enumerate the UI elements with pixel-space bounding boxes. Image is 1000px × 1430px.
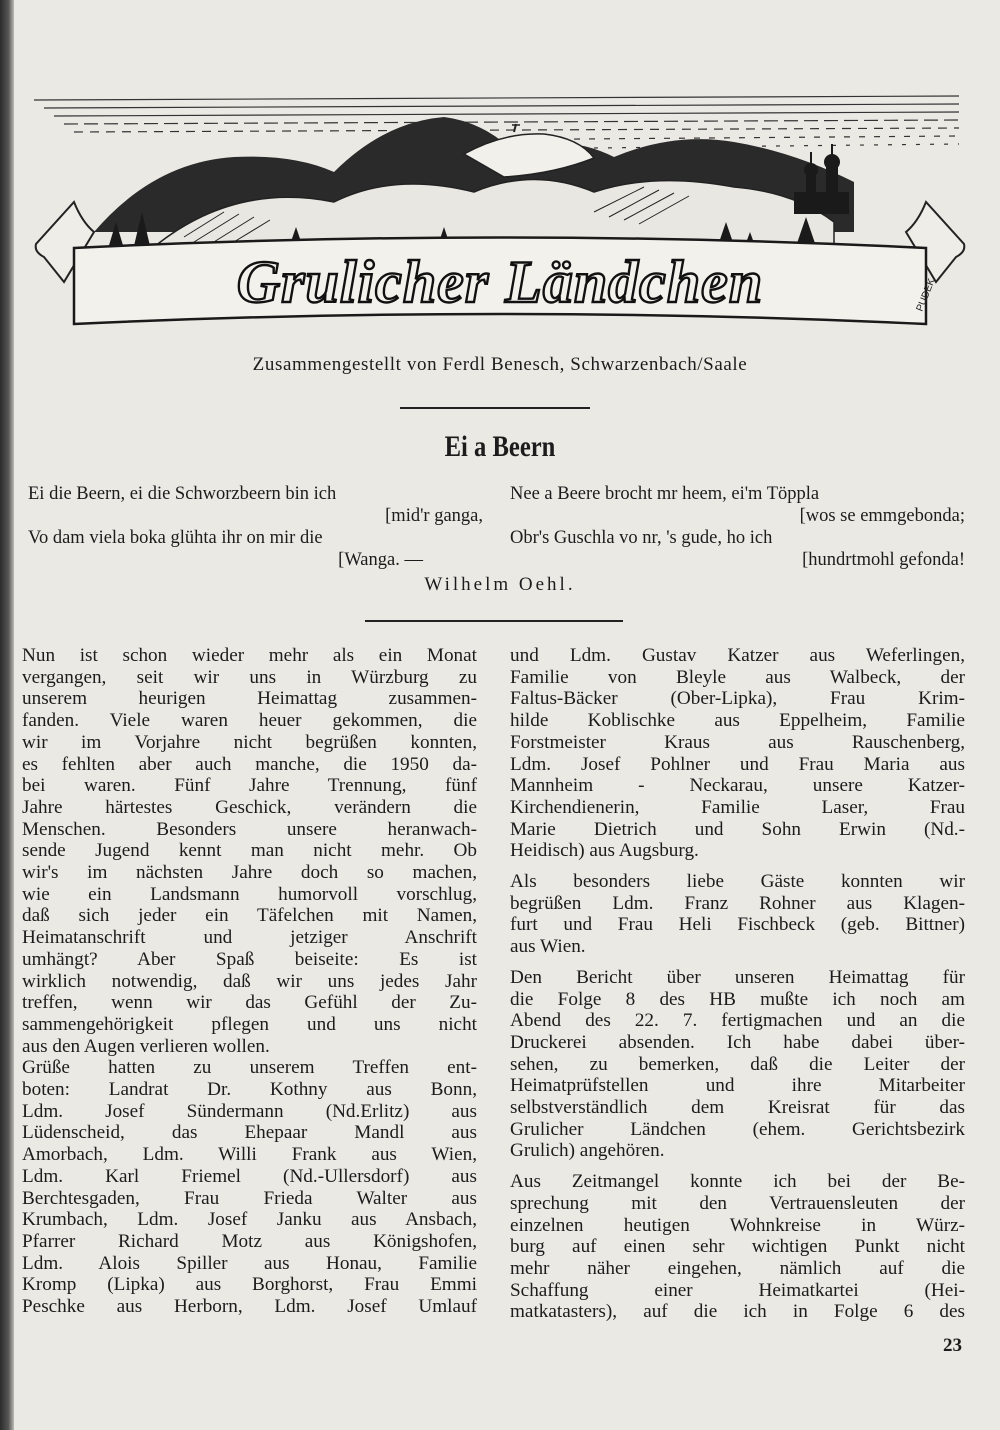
poem-title: Ei a Beern	[444, 430, 556, 463]
article-line: sende Jugend kennt man nicht mehr. Ob	[22, 840, 477, 862]
article-line: Heimatanschrift und jetziger Anschrift	[22, 927, 477, 949]
article-line: Kirchendienerin, Familie Laser, Frau	[510, 796, 965, 818]
article-line: Faltus-Bäcker (Ober-Lipka), Frau Krim-	[510, 688, 965, 710]
article-line: furt und Frau Heli Fischbeck (geb. Bittner)	[510, 914, 965, 936]
article-line: Ldm. Alois Spiller aus Honau, Familie	[22, 1252, 477, 1274]
article-line: Abend des 22. 7. fertigmachen und an die	[510, 1010, 965, 1032]
article-line: Druckerei absenden. Ich habe dabei über-	[510, 1031, 965, 1053]
article-line: wirklich notwendig, daß wir uns jedes Jahr	[22, 970, 477, 992]
divider-rule	[400, 407, 590, 409]
article-line: Grüße hatten zu unserem Treffen ent-	[22, 1057, 477, 1079]
article-line: Ldm. Josef Sündermann (Nd.Erlitz) aus	[22, 1100, 477, 1122]
article-line: Jahre härtestes Geschick, verändern die	[22, 796, 477, 818]
article-line: Menschen. Besonders unsere heranwach-	[22, 818, 477, 840]
article-line: wir's im nächsten Jahre doch so machen,	[22, 862, 477, 884]
poem-right-column	[510, 483, 965, 571]
article-line: Lüdenscheid, das Ehepaar Mandl aus	[22, 1122, 477, 1144]
article-line: Grulicher Ländchen (ehem. Gerichtsbezirk	[510, 1118, 965, 1140]
poem-line-continuation: [Wanga. —	[338, 550, 423, 570]
article-line: Grulich) angehören.	[510, 1140, 665, 1162]
article-line: Berchtesgaden, Frau Frieda Walter aus	[22, 1187, 477, 1209]
article-line: hilde Koblischke aus Eppelheim, Familie	[510, 710, 965, 732]
article-line: es fehlten aber auch manche, die 1950 da-	[22, 753, 477, 775]
article-line: treffen, wenn wir das Gefühl der Zu-	[22, 992, 477, 1014]
poem-line: Ei die Beern, ei die Schworzbeern bin ich	[28, 484, 337, 504]
article-line: mehr näher eingehen, nämlich auf die	[510, 1257, 965, 1279]
article-line: Aus Zeitmangel konnte ich bei der Be-	[510, 1171, 965, 1193]
article-line: und Ldm. Gustav Katzer aus Weferlingen,	[510, 645, 965, 666]
article-line: die Folge 8 des HB mußte ich noch am	[510, 988, 965, 1010]
article-line: Als besonders liebe Gäste konnten wir	[510, 871, 965, 893]
article-line: Nun ist schon wieder mehr als ein Monat	[22, 645, 477, 666]
article-line: Forstmeister Kraus aus Rauschenberg,	[510, 731, 965, 753]
article-line: begrüßen Ldm. Franz Rohner aus Klagen-	[510, 892, 965, 914]
article-line: vergangen, seit wir uns in Würzburg zu	[22, 666, 477, 688]
article-line: Heimatprüfstellen und ihre Mitarbeiter	[510, 1075, 965, 1097]
article-line: Mannheim - Neckarau, unsere Katzer-	[510, 775, 965, 797]
poem-line-continuation: [hundrtmohl gefonda!	[802, 550, 965, 570]
article-line: Peschke aus Herborn, Ldm. Josef Umlauf	[22, 1296, 477, 1318]
article-line: Den Bericht über unseren Heimattag für	[510, 966, 965, 988]
article-line: Familie von Bleyle aus Walbeck, der	[510, 666, 965, 688]
poem-line: Obr's Guschla vo nr, 's gude, ho ich	[510, 528, 773, 548]
article-right-column	[510, 645, 965, 1323]
article-line: fanden. Viele waren heuer gekommen, die	[22, 710, 477, 732]
poem-line: Nee a Beere brocht mr heem, ei'm Töppla	[510, 484, 820, 504]
banner-title: Grulicher Ländchen	[236, 249, 764, 315]
article-line: Marie Dietrich und Sohn Erwin (Nd.-	[510, 818, 965, 840]
article-line: Kromp (Lipka) aus Borghorst, Frau Emmi	[22, 1274, 477, 1296]
poem-line: Vo dam viela boka glühta ihr on mir die	[28, 528, 323, 548]
article-line: bei waren. Fünf Jahre Trennung, fünf	[22, 775, 477, 797]
poem-author: Wilhelm Oehl.	[424, 574, 576, 595]
article-line: aus Wien.	[510, 936, 586, 958]
article-line: sprechung mit den Vertrauensleuten der	[510, 1192, 965, 1214]
page-number: 23	[943, 1335, 962, 1356]
poem-line-continuation: [mid'r ganga,	[385, 506, 483, 526]
article-line: wie ein Landsmann humorvoll vorschlug,	[22, 883, 477, 905]
article-line: wir im Vorjahre nicht begrüßen konnten,	[22, 731, 477, 753]
article-line: Schaffung einer Heimatkartei (Hei-	[510, 1279, 965, 1301]
article-line: daß sich jeder ein Täfelchen mit Namen,	[22, 905, 477, 927]
article-line: sehen, zu bemerken, daß die Leiter der	[510, 1053, 965, 1075]
masthead-illustration	[34, 62, 966, 337]
article-line: Pfarrer Richard Motz aus Königshofen,	[22, 1230, 477, 1252]
byline: Zusammengestellt von Ferdl Benesch, Schwarzenbach/Saale	[252, 354, 748, 375]
article-line: einzelnen heutigen Wohnkreise in Würz-	[510, 1214, 965, 1236]
article-left-column	[22, 645, 477, 1318]
article-line: Heidisch) aus Augsburg.	[510, 840, 699, 862]
article-line: Ldm. Josef Pohlner und Frau Maria aus	[510, 753, 965, 775]
article-line: sammengehörigkeit pflegen und uns nicht	[22, 1013, 477, 1035]
article-line: burg auf einen sehr wichtigen Punkt nicht	[510, 1236, 965, 1258]
poem-left-column	[28, 483, 483, 571]
article-line: matkatasters), auf die ich in Folge 6 des	[510, 1301, 965, 1323]
article-line: selbstverständlich dem Kreisrat für das	[510, 1097, 965, 1119]
article-line: Amorbach, Ldm. Willi Frank aus Wien,	[22, 1144, 477, 1166]
article-line: unserem heurigen Heimattag zusammen-	[22, 688, 477, 710]
article-line: aus den Augen verlieren wollen.	[22, 1035, 270, 1057]
article-line: Ldm. Karl Friemel (Nd.-Ullersdorf) aus	[22, 1165, 477, 1187]
article-line: umhängt? Aber Spaß beiseite: Es ist	[22, 948, 477, 970]
poem-line-continuation: [wos se emmgebonda;	[799, 506, 965, 526]
page-binding-edge	[0, 0, 14, 1430]
article-line: Krumbach, Ldm. Josef Janku aus Ansbach,	[22, 1209, 477, 1231]
divider-rule	[365, 620, 623, 622]
artist-signature: PUDEK	[914, 277, 938, 314]
article-line: boten: Landrat Dr. Kothny aus Bonn,	[22, 1079, 477, 1101]
